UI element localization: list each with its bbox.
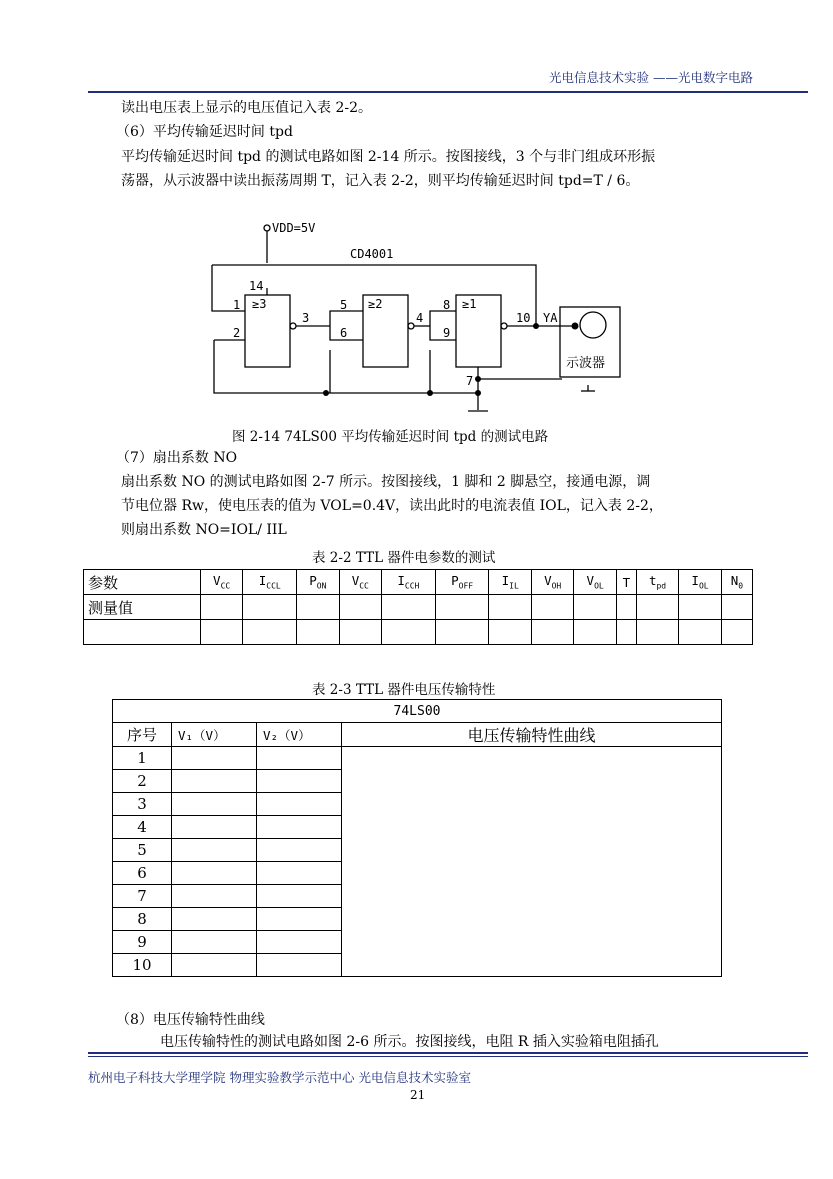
param-header-cell: $P_{OFF}$	[435, 570, 489, 595]
paragraph-10: 电压传输特性的测试电路如图 2-6 所示。按图接线，电阻 R 插入实验箱电阻插孔	[160, 1034, 659, 1050]
section-6-heading: （6）平均传输延迟时间 tpd	[116, 124, 293, 140]
table-cell	[339, 595, 381, 620]
param-header-cell: $I_{IL}$	[489, 570, 531, 595]
table-cell	[257, 908, 342, 931]
table-cell	[721, 620, 752, 645]
table-row	[113, 747, 722, 770]
page-header-title: 光电信息技术实验 ——光电数字电路	[549, 70, 753, 85]
paragraph-7: 节电位器 Rw，使电压表的值为 VOL=0.4V，读出此时的电流表值 IOL，记入表 2-2，	[121, 498, 663, 514]
pin-8-label: 8	[443, 298, 451, 312]
table-cell	[574, 620, 616, 645]
row-index: 2	[113, 770, 172, 793]
table-cell	[636, 595, 678, 620]
header-divider	[88, 91, 808, 93]
row-index: 1	[113, 747, 172, 770]
circuit-diagram	[200, 215, 640, 420]
table-cell	[257, 839, 342, 862]
curve-area	[342, 747, 722, 977]
section-8-heading: （8）电压传输特性曲线	[116, 1012, 265, 1028]
table-2-2-header-row	[84, 570, 753, 595]
table-cell	[721, 595, 752, 620]
table-2-3-title: 74LS00	[113, 700, 722, 723]
footer-divider-thin	[88, 1056, 808, 1057]
param-header-cell: $I_{OL}$	[679, 570, 721, 595]
param-header-cell: $V_{CC}$	[200, 570, 242, 595]
row-index: 4	[113, 816, 172, 839]
table-cell	[636, 620, 678, 645]
table-cell	[489, 620, 531, 645]
table-2-3-caption: 表 2-3 TTL 器件电压传输特性	[312, 682, 496, 698]
table-cell	[257, 954, 342, 977]
param-header-cell: $I_{CCH}$	[382, 570, 436, 595]
table-cell	[382, 620, 436, 645]
pin-10-label: 10	[516, 311, 531, 325]
table-cell	[339, 620, 381, 645]
footer-divider	[88, 1052, 808, 1054]
col-v2-header: V₂（V）	[257, 723, 342, 747]
table-cell	[257, 747, 342, 770]
pin-2-label: 2	[233, 326, 241, 340]
paragraph-8: 则扇出系数 NO=IOL/ IIL	[121, 522, 287, 538]
gate-3-symbol: ≥1	[462, 297, 477, 311]
table-cell	[172, 816, 257, 839]
table-cell	[616, 595, 636, 620]
table-2-2-blank-row	[84, 620, 753, 645]
page-number: 21	[410, 1088, 426, 1102]
row-index: 10	[113, 954, 172, 977]
row-index: 6	[113, 862, 172, 885]
table-cell	[257, 793, 342, 816]
param-header-cell: T	[616, 570, 636, 595]
param-header-cell: $P_{ON}$	[297, 570, 339, 595]
row-index: 8	[113, 908, 172, 931]
table-cell	[257, 816, 342, 839]
table-cell	[172, 954, 257, 977]
footer-institution: 杭州电子科技大学理学院 物理实验教学示范中心 光电信息技术实验室	[88, 1070, 471, 1085]
col-index-header: 序号	[113, 723, 172, 747]
table-cell	[297, 595, 339, 620]
table-cell	[172, 839, 257, 862]
gate-1-symbol: ≥3	[252, 297, 267, 311]
gate-2-symbol: ≥2	[368, 297, 383, 311]
table-cell	[257, 931, 342, 954]
paragraph-6: 扇出系数 NO 的测试电路如图 2-7 所示。按图接线，1 脚和 2 脚悬空，接通电源，调	[121, 474, 651, 490]
row-index: 5	[113, 839, 172, 862]
col-v1-header: V₁（V）	[172, 723, 257, 747]
table-cell	[172, 908, 257, 931]
table-cell	[172, 770, 257, 793]
paragraph-1: 读出电压表上显示的电压值记入表 2-2。	[121, 100, 372, 116]
row-index: 3	[113, 793, 172, 816]
section-7-heading: （7）扇出系数 NO	[116, 450, 238, 466]
vdd-label: VDD=5V	[272, 221, 316, 235]
table-cell	[172, 862, 257, 885]
param-header-cell: $I_{CCL}$	[243, 570, 297, 595]
table-cell	[297, 620, 339, 645]
param-header: 参数	[84, 570, 201, 595]
table-cell	[243, 595, 297, 620]
table-cell	[257, 885, 342, 908]
param-header-cell: $t_{pd}$	[636, 570, 678, 595]
table-cell	[84, 620, 201, 645]
table-cell	[435, 620, 489, 645]
scope-label: 示波器	[566, 356, 606, 371]
table-cell	[243, 620, 297, 645]
table-cell	[531, 595, 573, 620]
table-cell	[679, 595, 721, 620]
table-cell	[200, 595, 242, 620]
table-cell	[172, 885, 257, 908]
paragraph-4: 荡器，从示波器中读出振荡周期 T，记入表 2-2，则平均传输延迟时间 tpd=T / 6。	[121, 173, 640, 189]
table-2-3	[112, 699, 722, 977]
row-index: 9	[113, 931, 172, 954]
figure-caption: 图 2-14 74LS00 平均传输延迟时间 tpd 的测试电路	[232, 429, 549, 445]
vdd-terminal	[264, 225, 270, 231]
pin-9-label: 9	[443, 326, 451, 340]
pin-5-label: 5	[340, 298, 348, 312]
param-header-cell: $V_{CC}$	[339, 570, 381, 595]
table-cell	[489, 595, 531, 620]
ya-label: YA	[543, 311, 558, 325]
table-cell	[382, 595, 436, 620]
table-cell	[172, 747, 257, 770]
param-header-cell: $V_{OL}$	[574, 570, 616, 595]
table-cell	[257, 862, 342, 885]
table-cell	[172, 931, 257, 954]
table-cell	[435, 595, 489, 620]
table-cell	[574, 595, 616, 620]
pin-1-label: 1	[233, 298, 241, 312]
param-header-cell: $N_0$	[721, 570, 752, 595]
row-index: 7	[113, 885, 172, 908]
table-2-2	[83, 569, 753, 645]
chip-label: CD4001	[350, 247, 394, 261]
paragraph-3: 平均传输延迟时间 tpd 的测试电路如图 2-14 所示。按图接线，3 个与非门组成环形振	[121, 149, 656, 165]
table-cell	[616, 620, 636, 645]
table-cell	[531, 620, 573, 645]
pin-7-label: 7	[466, 374, 474, 388]
table-cell	[172, 793, 257, 816]
param-header-cell: $V_{OH}$	[531, 570, 573, 595]
table-cell	[257, 770, 342, 793]
col-curve-header: 电压传输特性曲线	[342, 723, 722, 747]
pin-3-label: 3	[302, 311, 310, 325]
row-label-measured: 测量值	[84, 595, 201, 620]
table-2-2-caption: 表 2-2 TTL 器件电参数的测试	[312, 550, 496, 566]
table-cell	[679, 620, 721, 645]
table-cell	[200, 620, 242, 645]
pin-6-label: 6	[340, 326, 348, 340]
table-2-2-measure-row	[84, 595, 753, 620]
pin-14-label: 14	[249, 279, 264, 293]
pin-4-label: 4	[416, 311, 424, 325]
